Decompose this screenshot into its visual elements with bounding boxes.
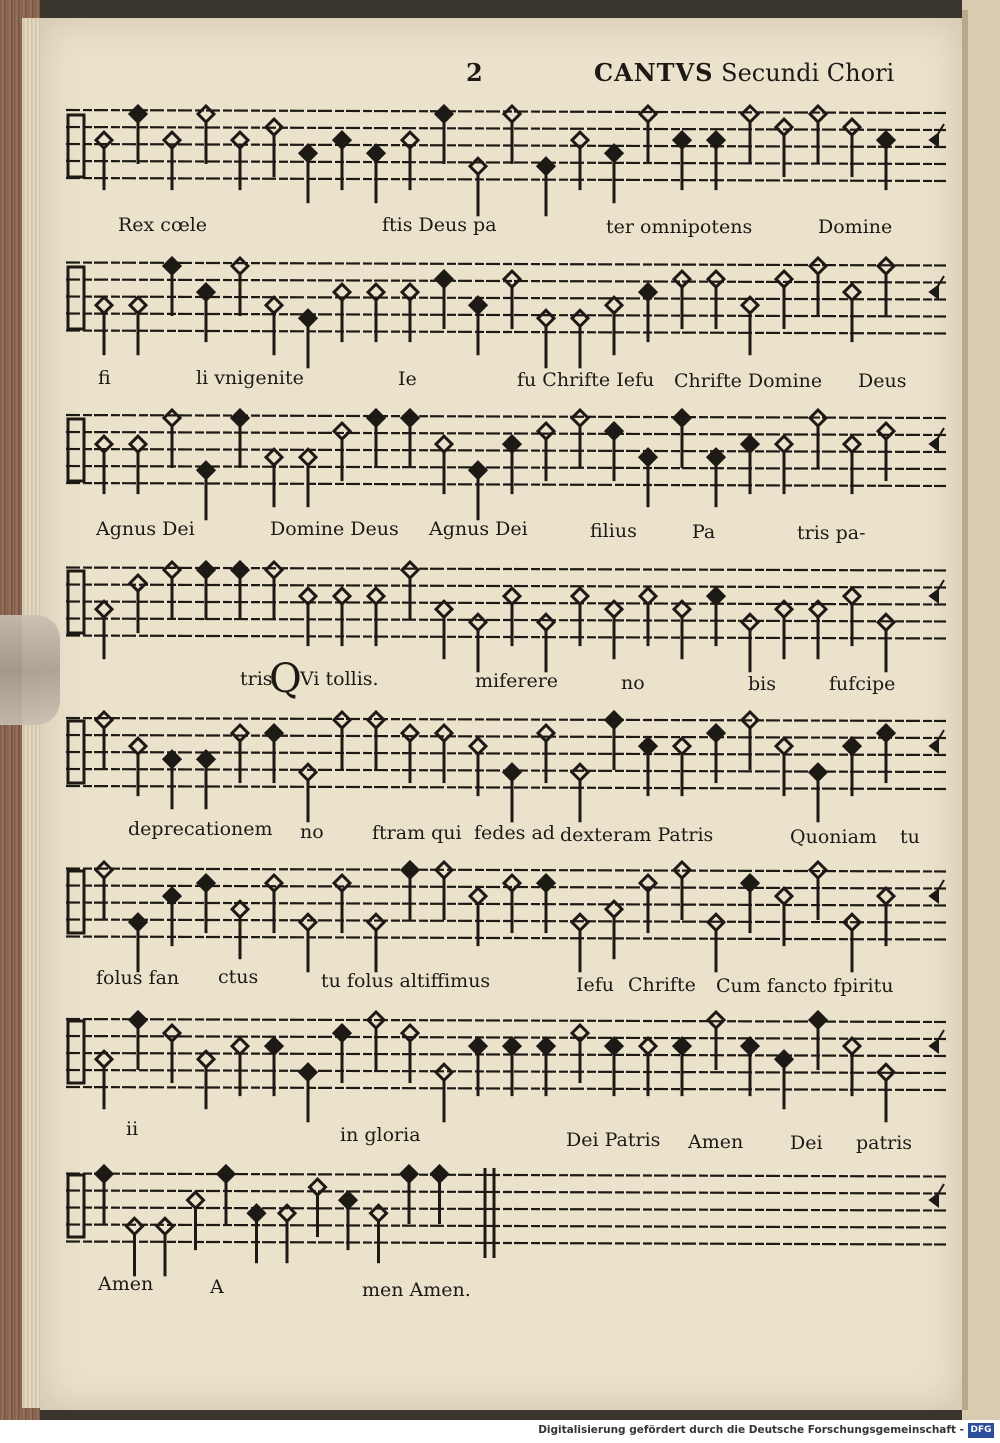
note-head <box>742 614 758 630</box>
note-head <box>606 423 622 439</box>
note-head <box>232 132 248 148</box>
note-head <box>640 738 656 754</box>
note-head <box>232 258 248 274</box>
staff-line <box>66 178 946 181</box>
note-head <box>878 888 894 904</box>
lyric: Iefu <box>576 974 615 996</box>
page-number: 2 <box>466 58 483 87</box>
lyric: tris pa- <box>797 522 866 544</box>
note-head <box>188 1192 204 1208</box>
note-head <box>266 297 282 313</box>
note-head <box>402 1025 418 1041</box>
note-head <box>844 284 860 300</box>
note-head <box>538 310 554 326</box>
staff-line <box>66 585 946 588</box>
note-head <box>674 1038 690 1054</box>
lyric: folus fan <box>96 967 180 989</box>
note-head <box>96 132 112 148</box>
note-head <box>572 764 588 780</box>
note-head <box>266 1038 282 1054</box>
note-head <box>708 271 724 287</box>
note-head <box>402 562 418 578</box>
note-head <box>708 725 724 741</box>
note-head <box>300 145 316 161</box>
lyric: tu <box>900 826 920 848</box>
staff-line <box>66 869 946 872</box>
note-head <box>130 575 146 591</box>
lyric: fedes ad <box>474 822 555 844</box>
custos <box>930 428 944 450</box>
lyric: tris. <box>240 668 279 690</box>
staff-line <box>66 161 946 164</box>
staff <box>66 106 946 216</box>
note-head <box>198 106 214 122</box>
note-head <box>310 1179 326 1195</box>
note-head <box>606 1038 622 1054</box>
staff-line <box>66 144 946 147</box>
staff <box>66 562 946 672</box>
note-head <box>470 888 486 904</box>
note-head <box>674 410 690 426</box>
note-head <box>300 449 316 465</box>
note-head <box>266 449 282 465</box>
note-head <box>776 436 792 452</box>
staff-line <box>66 1053 946 1056</box>
note-head <box>844 738 860 754</box>
digitization-footer <box>0 1420 1000 1443</box>
note-head <box>164 888 180 904</box>
note-head <box>164 751 180 767</box>
note-head <box>334 423 350 439</box>
staff-line <box>66 735 946 738</box>
note-head <box>340 1192 356 1208</box>
footer-credit: Digitalisierung gefördert durch die Deutsche Forschungsgemeinschaft - <box>538 1424 964 1436</box>
staff-line <box>66 937 946 940</box>
staff-line <box>66 903 946 906</box>
note-head <box>538 614 554 630</box>
staff <box>66 1012 946 1122</box>
note-head <box>96 862 112 878</box>
note-head <box>470 614 486 630</box>
note-head <box>157 1218 173 1234</box>
note-head <box>436 106 452 122</box>
lyric: Domine Deus <box>270 518 399 540</box>
lyric: Vi tollis. <box>300 668 379 690</box>
staff-line <box>66 314 946 317</box>
note-head <box>470 738 486 754</box>
note-head <box>538 875 554 891</box>
note-head <box>708 1012 724 1028</box>
note-head <box>368 410 384 426</box>
lyric: tu folus altiffimus <box>321 970 491 992</box>
note-head <box>504 588 520 604</box>
note-head <box>538 158 554 174</box>
note-head <box>810 764 826 780</box>
lyric: ter omnipotens <box>606 216 753 238</box>
staff-line <box>66 449 946 452</box>
note-head <box>572 310 588 326</box>
note-head <box>198 751 214 767</box>
note-head <box>198 462 214 478</box>
note-head <box>606 297 622 313</box>
note-head <box>368 914 384 930</box>
note-head <box>368 145 384 161</box>
note-head <box>504 764 520 780</box>
note-head <box>300 914 316 930</box>
lyric: men Amen. <box>362 1279 471 1301</box>
staff-line <box>66 1070 946 1073</box>
note-head <box>164 410 180 426</box>
note-head <box>640 106 656 122</box>
lyric: ftram qui <box>372 822 462 844</box>
note-head <box>470 462 486 478</box>
note-head <box>130 106 146 122</box>
note-head <box>606 145 622 161</box>
staff-line <box>66 297 946 300</box>
staff-line <box>66 718 946 721</box>
note-head <box>130 914 146 930</box>
staff-line <box>66 619 946 622</box>
note-head <box>402 725 418 741</box>
note-head <box>266 562 282 578</box>
note-head <box>844 436 860 452</box>
note-head <box>300 1064 316 1080</box>
note-head <box>810 1012 826 1028</box>
note-head <box>572 588 588 604</box>
note-head <box>402 862 418 878</box>
note-head <box>334 1025 350 1041</box>
clef <box>68 267 84 329</box>
note-head <box>198 562 214 578</box>
note-head <box>164 132 180 148</box>
note-head <box>742 106 758 122</box>
staff <box>66 862 946 972</box>
staff-line <box>66 127 946 130</box>
note-head <box>708 588 724 604</box>
custos <box>930 580 944 602</box>
lyric: Agnus Dei <box>96 518 195 540</box>
note-head <box>776 119 792 135</box>
lyric: ii <box>126 1118 139 1140</box>
note-head <box>538 423 554 439</box>
staff <box>66 712 946 822</box>
note-head <box>436 725 452 741</box>
header-title-caps: CANTVS <box>594 58 714 87</box>
note-head <box>776 738 792 754</box>
header-title-rest: Secundi Chori <box>721 59 895 87</box>
lyric: miferere <box>475 670 559 692</box>
custos <box>930 730 944 752</box>
staff-line <box>66 1087 946 1090</box>
note-head <box>674 738 690 754</box>
staff-line <box>66 1225 946 1228</box>
note-head <box>640 588 656 604</box>
custos <box>930 124 944 146</box>
note-head <box>538 1038 554 1054</box>
note-head <box>130 1012 146 1028</box>
note-head <box>776 1051 792 1067</box>
note-head <box>266 875 282 891</box>
staff <box>66 1166 946 1276</box>
note-head <box>232 1038 248 1054</box>
note-head <box>844 119 860 135</box>
lyric: bis <box>748 673 776 695</box>
clef <box>68 115 84 177</box>
note-head <box>640 284 656 300</box>
lyric: Chrifte Domine <box>674 370 823 392</box>
note-head <box>232 725 248 741</box>
note-head <box>401 1166 417 1182</box>
note-head <box>470 297 486 313</box>
note-head <box>127 1218 143 1234</box>
note-head <box>504 1038 520 1054</box>
lyric: filius <box>590 520 637 542</box>
staff-line <box>66 636 946 639</box>
staff-line <box>66 1208 946 1211</box>
note-head <box>742 1038 758 1054</box>
note-head <box>674 271 690 287</box>
staff-line <box>66 432 946 435</box>
lyric: fu Chrifte Iefu <box>517 369 655 391</box>
lyric: Domine <box>818 216 893 238</box>
note-head <box>96 297 112 313</box>
lyric: li vnigenite <box>196 367 304 389</box>
note-head <box>810 106 826 122</box>
note-head <box>266 725 282 741</box>
custos <box>930 1030 944 1052</box>
note-head <box>402 410 418 426</box>
lyric: Amen <box>688 1131 744 1153</box>
staff-line <box>66 331 946 334</box>
lyric: patris <box>856 1132 913 1154</box>
staff-line <box>66 1174 946 1177</box>
note-head <box>470 158 486 174</box>
staff-line <box>66 920 946 923</box>
lyric: no <box>621 672 645 694</box>
custos <box>930 276 944 298</box>
note-head <box>878 423 894 439</box>
note-head <box>742 436 758 452</box>
note-head <box>606 712 622 728</box>
lyric: Chrifte <box>628 974 696 996</box>
note-head <box>844 1038 860 1054</box>
note-head <box>164 1025 180 1041</box>
lyric: Pa <box>692 521 716 543</box>
lyric: deprecationem <box>128 818 273 840</box>
note-head <box>504 106 520 122</box>
note-head <box>130 297 146 313</box>
lyric: Rex cœle <box>118 214 208 236</box>
note-head <box>96 1166 112 1182</box>
note-head <box>504 875 520 891</box>
note-head <box>572 410 588 426</box>
lyric: Deus <box>858 370 907 392</box>
note-head <box>232 562 248 578</box>
clef <box>68 1175 84 1237</box>
staff-line <box>66 786 946 789</box>
note-head <box>470 1038 486 1054</box>
lyric: Agnus Dei <box>429 518 528 540</box>
lyric: in gloria <box>340 1124 421 1146</box>
note-head <box>334 875 350 891</box>
lyric: no <box>300 821 324 843</box>
lyric: fufcipe <box>829 673 896 695</box>
lyric: Quoniam <box>790 826 877 848</box>
custos <box>930 880 944 902</box>
note-head <box>164 258 180 274</box>
note-head <box>776 271 792 287</box>
note-head <box>640 875 656 891</box>
lyric: dexteram Patris <box>560 824 714 846</box>
note-head <box>640 449 656 465</box>
note-head <box>232 410 248 426</box>
note-head <box>436 271 452 287</box>
lyric: Amen <box>98 1273 154 1295</box>
note-head <box>300 310 316 326</box>
staff-line <box>66 1242 946 1245</box>
lyric: Dei <box>790 1132 823 1154</box>
staff-line <box>66 752 946 755</box>
note-head <box>504 271 520 287</box>
staff-line <box>66 483 946 486</box>
lyric: Cum fancto fpiritu <box>716 975 894 997</box>
lyric: A <box>210 1276 224 1298</box>
note-head <box>640 1038 656 1054</box>
dfg-logo: DFG <box>968 1423 994 1438</box>
note-head <box>300 764 316 780</box>
staff <box>66 410 946 520</box>
lyric: ctus <box>218 966 259 988</box>
lyric: ftis Deus pa <box>382 214 497 236</box>
note-head <box>218 1166 234 1182</box>
initial-letter: Q <box>269 656 302 702</box>
staff <box>66 258 946 368</box>
note-head <box>198 875 214 891</box>
staff-line <box>66 1036 946 1039</box>
note-head <box>776 888 792 904</box>
lyric: Ie <box>398 368 417 390</box>
lyric: fi <box>98 367 111 389</box>
note-head <box>432 1166 448 1182</box>
custos <box>930 1184 944 1206</box>
note-head <box>96 601 112 617</box>
note-head <box>844 588 860 604</box>
note-head <box>538 725 554 741</box>
lyric: Dei Patris <box>566 1129 661 1151</box>
note-head <box>164 562 180 578</box>
note-head <box>96 712 112 728</box>
